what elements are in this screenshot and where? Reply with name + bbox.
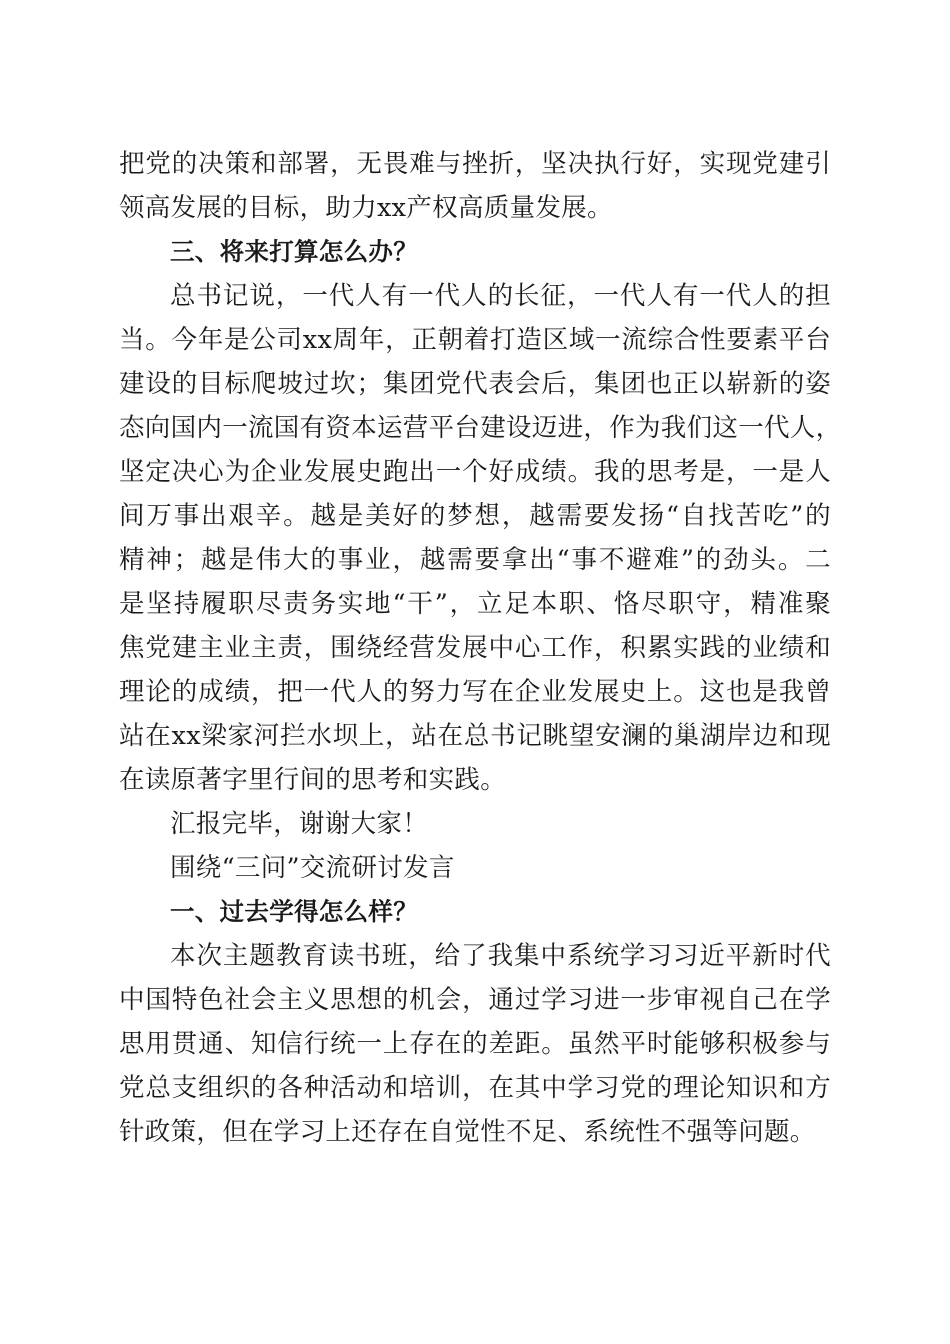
section-heading-past-study: 一、过去学得怎么样？ bbox=[170, 897, 418, 926]
paragraph-line: 领高发展的目标，助力xx产权高质量发展。 bbox=[119, 193, 613, 223]
paragraph-line: 党总支组织的各种活动和培训，在其中学习党的理论知识和方 bbox=[119, 1073, 831, 1103]
paragraph-line: 站在xx梁家河拦水坝上，站在总书记眺望安澜的巢湖岸边和现 bbox=[119, 721, 831, 751]
paragraph-line: 针政策，但在学习上还存在自觉性不足、系统性不强等问题。 bbox=[119, 1117, 816, 1147]
paragraph-line: 把党的决策和部署，无畏难与挫折，坚决执行好，实现党建引 bbox=[119, 149, 831, 179]
closing-remark: 汇报完毕，谢谢大家！ bbox=[170, 809, 429, 839]
paragraph-line: 中国特色社会主义思想的机会，通过学习进一步审视自己在学 bbox=[119, 985, 831, 1015]
paragraph-line: 态向国内一流国有资本运营平台建设迈进，作为我们这一代人， bbox=[119, 413, 842, 443]
paragraph-line: 在读原著字里行间的思考和实践。 bbox=[119, 765, 507, 795]
document-body bbox=[119, 142, 842, 1154]
paragraph-line: 是坚持履职尽责务实地“干”，立足本职、恪尽职守，精准聚 bbox=[119, 589, 831, 619]
paragraph-line: 坚定决心为企业发展史跑出一个好成绩。我的思考是，一是人 bbox=[119, 457, 831, 487]
paragraph-line: 当。今年是公司xx周年，正朝着打造区域一流综合性要素平台 bbox=[119, 325, 831, 355]
paragraph-line: 建设的目标爬坡过坎；集团党代表会后，集团也正以崭新的姿 bbox=[119, 369, 831, 399]
paragraph-line: 精神；越是伟大的事业，越需要拿出“事不避难”的劲头。二 bbox=[119, 545, 831, 575]
section-heading-future-plans: 三、将来打算怎么办？ bbox=[170, 237, 418, 266]
paragraph-line: 理论的成绩，把一代人的努力写在企业发展史上。这也是我曾 bbox=[119, 677, 831, 707]
paragraph-line: 本次主题教育读书班，给了我集中系统学习习近平新时代 bbox=[170, 941, 831, 971]
paragraph-line: 思用贯通、知信行统一上存在的差距。虽然平时能够积极参与 bbox=[119, 1029, 831, 1059]
paragraph-line: 焦党建主业主责，围绕经营发展中心工作，积累实践的业绩和 bbox=[119, 633, 831, 663]
paragraph-line: 间万事出艰辛。越是美好的梦想，越需要发扬“自找苦吃”的 bbox=[119, 501, 831, 531]
paragraph-line: 总书记说，一代人有一代人的长征，一代人有一代人的担 bbox=[170, 281, 831, 311]
document-title: 围绕“三问”交流研讨发言 bbox=[170, 853, 455, 883]
